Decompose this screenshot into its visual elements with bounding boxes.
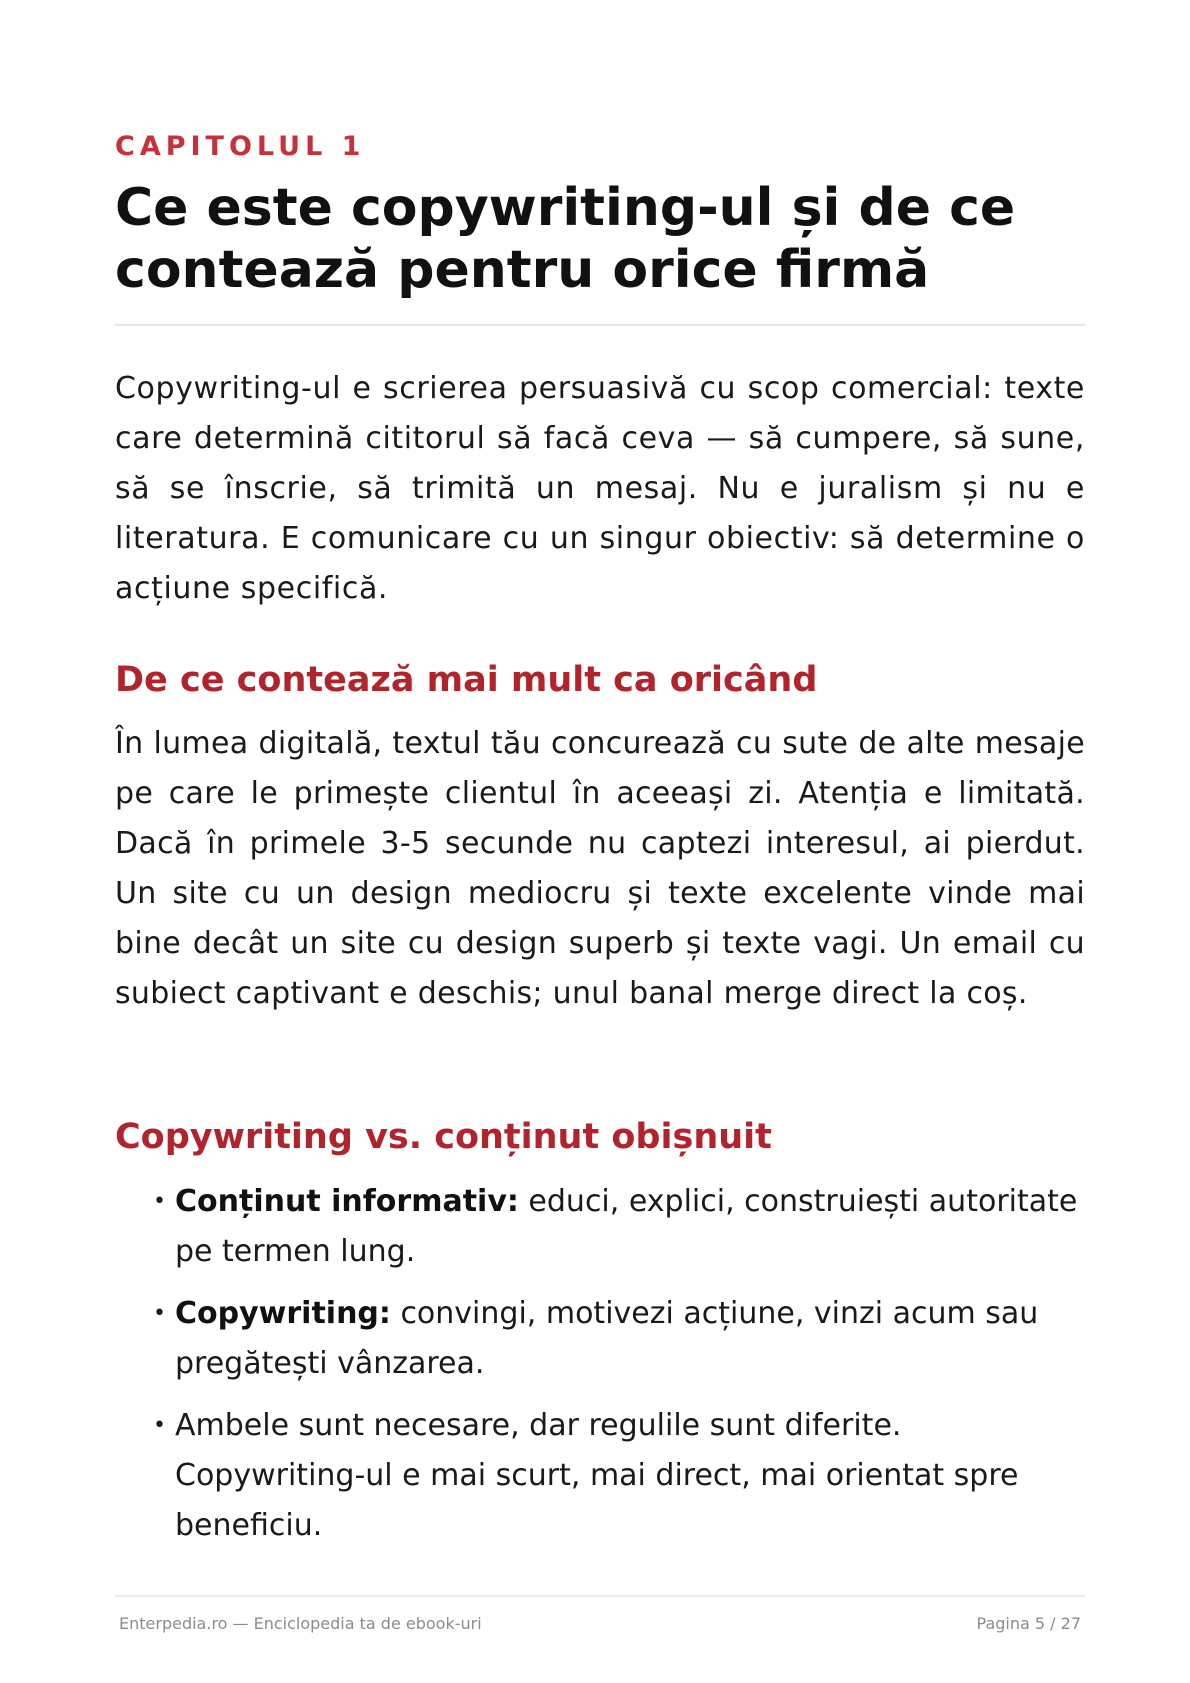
list-item-term: Conținut informativ: — [175, 1184, 519, 1219]
footer-divider — [115, 1595, 1085, 1597]
list-item-text: educi, explici, construiești autoritate pe termen lung. — [175, 1184, 1078, 1269]
footer-page-number: Pagina 5 / 27 — [976, 1614, 1081, 1633]
footer-site-name: Enterpedia.ro — Enciclopedia ta de ebook-uri — [119, 1614, 482, 1633]
title-divider — [115, 324, 1085, 326]
chapter-label: CAPITOLUL 1 — [115, 131, 366, 162]
document-page — [115, 0, 1085, 1683]
list-item — [153, 1177, 1085, 1277]
list-item — [153, 1401, 1085, 1551]
section-paragraph-why-it-matters: În lumea digitală, textul tău concurează cu sute de alte mesaje pe care le primește clientul în aceeași zi. Atenția e limitată. Dacă în primele 3-5 secunde nu captezi interesul, ai pierdut. Un site cu un design mediocru și texte excelente vinde mai bine decât un site cu design superb și texte vagi. Un email cu subiect captivant e deschis; unul banal merge direct la coș. — [115, 726, 1085, 1011]
list-item-text: Ambele sunt necesare, dar regulile sunt diferite. Copywriting-ul e mai scurt, mai direct, mai orientat spre beneficiu. — [175, 1408, 1019, 1543]
bullet-icon: • — [153, 1413, 166, 1438]
list-item-text: convingi, motivezi acțiune, vinzi acum sau pregătești vânzarea. — [175, 1296, 1039, 1381]
bullet-icon: • — [153, 1301, 166, 1326]
page-title: Ce este copywriting-ul și de ce contează pentru orice firmă — [115, 178, 1016, 300]
section-heading-why-it-matters: De ce contează mai mult ca oricând — [115, 660, 818, 700]
list-item — [153, 1289, 1085, 1389]
list-item-term: Copywriting: — [175, 1296, 391, 1331]
bullet-list — [153, 1177, 1085, 1563]
section-heading-copywriting-vs-content: Copywriting vs. conținut obișnuit — [115, 1117, 772, 1157]
intro-paragraph: Copywriting-ul e scrierea persuasivă cu scop comercial: texte care determină cititorul să facă ceva — să cumpere, să sune, să se înscrie, să trimită un mesaj. Nu e juralism și nu e literatura. E comunicare cu un singur obiectiv: să determine o acțiune specifică. — [115, 371, 1085, 606]
bullet-icon: • — [153, 1189, 166, 1214]
